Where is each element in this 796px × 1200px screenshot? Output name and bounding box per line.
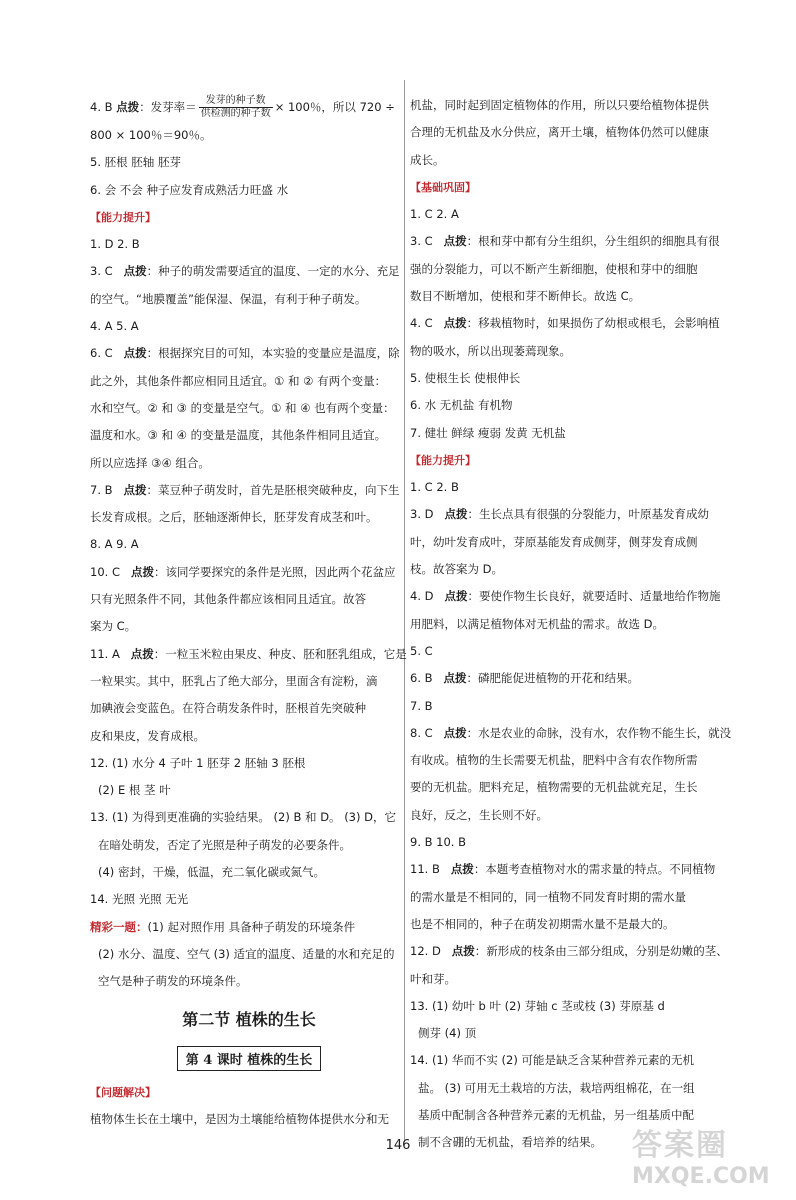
answer-line: 机盐，同时起到固定植物体的作用，所以只要给植物体提供 <box>410 98 709 112</box>
answer-line: 13. (1) 为得到更准确的实验结果。 (2) B 和 D。 (3) D，它 <box>90 810 397 825</box>
answer-line: 合理的无机盐及水分供应，离开土壤，植物体仍然可以健康 <box>410 125 709 140</box>
dianbo-label: 点拨 <box>123 482 147 497</box>
answer-line: 基质中配制含各种营养元素的无机盐，另一组基质中配 <box>418 1107 694 1122</box>
answer-line: 一粒果实。其中，胚乳占了绝大部分，里面含有淀粉，滴 <box>90 673 378 688</box>
dianbo-label: 点拨 <box>443 671 467 686</box>
answer-line: 12. D 点拨：新形成的枝条由三部分组成，分别是幼嫩的茎、 <box>410 944 728 959</box>
section-title: 第二节 植株的生长 <box>182 1009 316 1029</box>
section-heading: 【问题解决】 <box>90 1085 156 1099</box>
answer-line: 所以应选择 ③④ 组合。 <box>90 455 210 470</box>
dianbo-label: 点拨 <box>116 100 140 114</box>
answer-line: 1. D 2. B <box>90 237 140 252</box>
answer-line: 长发育成根。之后，胚轴逐渐伸长，胚芽发育成茎和叶。 <box>90 510 378 525</box>
answer-line: 7. B 点拨：菜豆种子萌发时，首先是胚根突破种皮，向下生 <box>90 482 400 497</box>
answer-line: 3. D 点拨：生长点具有很强的分裂能力，叶原基发育成幼 <box>410 507 709 522</box>
answer-line: 盐。 (3) 可用无土栽培的方法，栽培两组棉花，在一组 <box>418 1080 695 1095</box>
answer-line: 10. C 点拨：该同学要探究的条件是光照，因此两个花盆应 <box>90 564 396 579</box>
answer-line: 7. B <box>410 698 433 713</box>
answer-line: 温度和水。③ 和 ④ 的变量是温度，其他条件相同且适宜。 <box>90 428 387 443</box>
answer-line: 强的分裂能力，可以不断产生新细胞，使根和芽中的细胞 <box>410 261 698 276</box>
answer-line: 精彩一题：(1) 起对照作用 具备种子萌发的环境条件 <box>90 919 356 934</box>
answer-line: 枝。故答案为 D。 <box>410 562 504 577</box>
answer-line: 7. 健壮 鲜绿 瘦弱 发黄 无机盐 <box>410 425 566 440</box>
answer-line: 6. B 点拨：磷肥能促进植物的开花和结果。 <box>410 671 639 686</box>
answer-line: 14. 光照 光照 无光 <box>90 892 189 907</box>
answer-line: 此之外，其他条件都应相同且适宜。① 和 ② 有两个变量： <box>90 373 387 388</box>
answer-line: 皮和果皮，发育成根。 <box>90 728 205 743</box>
answer-line: 的需水量是不相同的，同一植物不同发育时期的需水量 <box>410 889 686 904</box>
answer-line: 要的无机盐。肥料充足，植物需要的无机盐就充足，生长 <box>410 780 698 795</box>
answer-line: 8. C 点拨：水是农业的命脉，没有水，农作物不能生长，就没 <box>410 725 732 740</box>
dianbo-label: 点拨 <box>123 264 147 279</box>
answer-line: 用肥料，以满足植物体对无机盐的需求。故选 D。 <box>410 616 665 631</box>
answer-line: 案为 C。 <box>90 619 137 634</box>
answer-line: 13. (1) 幼叶 b 叶 (2) 芽轴 c 茎或枝 (3) 芽原基 d <box>410 998 665 1013</box>
answer-line: 良好，反之，生长则不好。 <box>410 807 548 822</box>
left-column <box>90 92 408 1133</box>
answer-line: 6. 会 不会 种子应发育成熟活力旺盛 水 <box>90 182 289 197</box>
answer-line: 5. 使根生长 使根伸长 <box>410 370 521 385</box>
answer-line: 4. B 点拨：发芽率＝ $\frac{\text{发芽的种子数}}{\text{供检测的种子数}}$ × 100％，所以 720 ÷ <box>90 95 395 119</box>
answer-line: 数目不断增加，使根和芽不断伸长。故选 C。 <box>410 289 641 304</box>
dianbo-label: 点拨 <box>444 507 468 522</box>
answer-line: 4. C 点拨：移栽植物时，如果损伤了幼根或根毛，会影响植 <box>410 316 720 331</box>
dianbo-label: 点拨 <box>130 564 154 579</box>
dianbo-label: 点拨 <box>444 589 468 604</box>
answer-line: 叶，幼叶发育成叶，芽原基能发育成侧芽，侧芽发育成侧 <box>410 534 698 549</box>
watermark-logo: 答案圈 MXQE.COM <box>632 1128 770 1189</box>
answer-line: 1. C 2. A <box>410 207 459 222</box>
answer-line: 3. C 点拨：根和芽中都有分生组织，分生组织的细胞具有很 <box>410 234 720 249</box>
answer-line: 物的吸水，所以出现萎蔫现象。 <box>410 343 571 358</box>
answer-line: 1. C 2. B <box>410 480 459 495</box>
answer-line: 成长。 <box>410 152 445 167</box>
dianbo-label: 点拨 <box>443 725 467 740</box>
answer-line: (2) E 根 茎 叶 <box>98 783 171 798</box>
answer-line: 水和空气。② 和 ③ 的变量是空气。① 和 ④ 也有两个变量： <box>90 400 395 415</box>
answer-line: 4. D 点拨：要使作物生长良好，就要适时、适量地给作物施 <box>410 589 721 604</box>
answer-line: 6. C 点拨：根据探究目的可知，本实验的变量应是温度，除 <box>90 346 400 361</box>
answer-line: 空气是种子萌发的环境条件。 <box>98 974 248 989</box>
section-heading: 【基础巩固】 <box>410 180 476 194</box>
answer-line: 3. C 点拨：种子的萌发需要适宜的温度、一定的水分、充足 <box>90 264 400 279</box>
right-column <box>410 92 755 1157</box>
lesson-title: 第 4 课时 植株的生长 <box>177 1046 322 1071</box>
answer-line: 4. A 5. A <box>90 319 139 334</box>
answer-line: 8. A 9. A <box>90 537 139 552</box>
answer-line: 侧芽 (4) 顶 <box>418 1026 477 1041</box>
dianbo-label: 点拨 <box>130 646 154 661</box>
answer-line: 9. B 10. B <box>410 835 467 850</box>
answer-line: 12. (1) 水分 4 子叶 1 胚芽 2 胚轴 3 胚根 <box>90 755 306 770</box>
answer-line: 只有光照条件不同，其他条件都应该相同且适宜。故答 <box>90 592 366 607</box>
fraction: $\frac{\text{发芽的种子数}}{\text{供检测的种子数}}$ <box>200 95 271 119</box>
answer-line: 叶和芽。 <box>410 971 456 986</box>
section-heading: 【能力提升】 <box>90 210 156 224</box>
answer-line: 在暗处萌发，否定了光照是种子萌发的必要条件。 <box>98 837 351 852</box>
dianbo-label: 点拨 <box>443 316 467 331</box>
answer-line: (4) 密封，干燥，低温，充二氧化碳或氮气。 <box>98 865 325 880</box>
answer-line: 14. (1) 华而不实 (2) 可能是缺乏含某种营养元素的无机 <box>410 1053 694 1068</box>
dianbo-label: 点拨 <box>443 234 467 249</box>
answer-line: 6. 水 无机盐 有机物 <box>410 398 513 413</box>
answer-line: 有收成。植物的生长需要无机盐，肥料中含有农作物所需 <box>410 753 698 768</box>
answer-line: 加碘液会变蓝色。在符合萌发条件时，胚根首先突破种 <box>90 701 366 716</box>
answer-line: 的空气。“地膜覆盖”能保湿、保温，有利于种子萌发。 <box>90 291 367 306</box>
page-number: 146 <box>385 1138 411 1153</box>
answer-line: 5. 胚根 胚轴 胚芽 <box>90 155 181 170</box>
answer-line: (2) 水分、温度、空气 (3) 适宜的温度、适量的水和充足的 <box>98 946 395 961</box>
answer-line: 制不含硼的无机盐，看培养的结果。 <box>418 1135 602 1150</box>
answer-line: 11. A 点拨：一粒玉米粒由果皮、种皮、胚和胚乳组成，它是 <box>90 646 407 661</box>
answer-line: 也是不相同的，种子在萌发初期需水量不是最大的。 <box>410 916 675 931</box>
dianbo-label: 点拨 <box>451 944 475 959</box>
answer-line: 植物体生长在土壤中，是因为土壤能给植物体提供水分和无 <box>90 1111 389 1126</box>
answer-line: 11. B 点拨：本题考查植物对水的需求量的特点。不同植物 <box>410 862 716 877</box>
section-heading: 【能力提升】 <box>410 453 476 467</box>
dianbo-label: 点拨 <box>450 862 474 877</box>
jingcai-label: 精彩一题： <box>90 919 148 934</box>
answer-line: 5. C <box>410 643 433 658</box>
dianbo-label: 点拨 <box>123 346 147 361</box>
answer-line: 800 × 100％＝90％。 <box>90 128 212 142</box>
